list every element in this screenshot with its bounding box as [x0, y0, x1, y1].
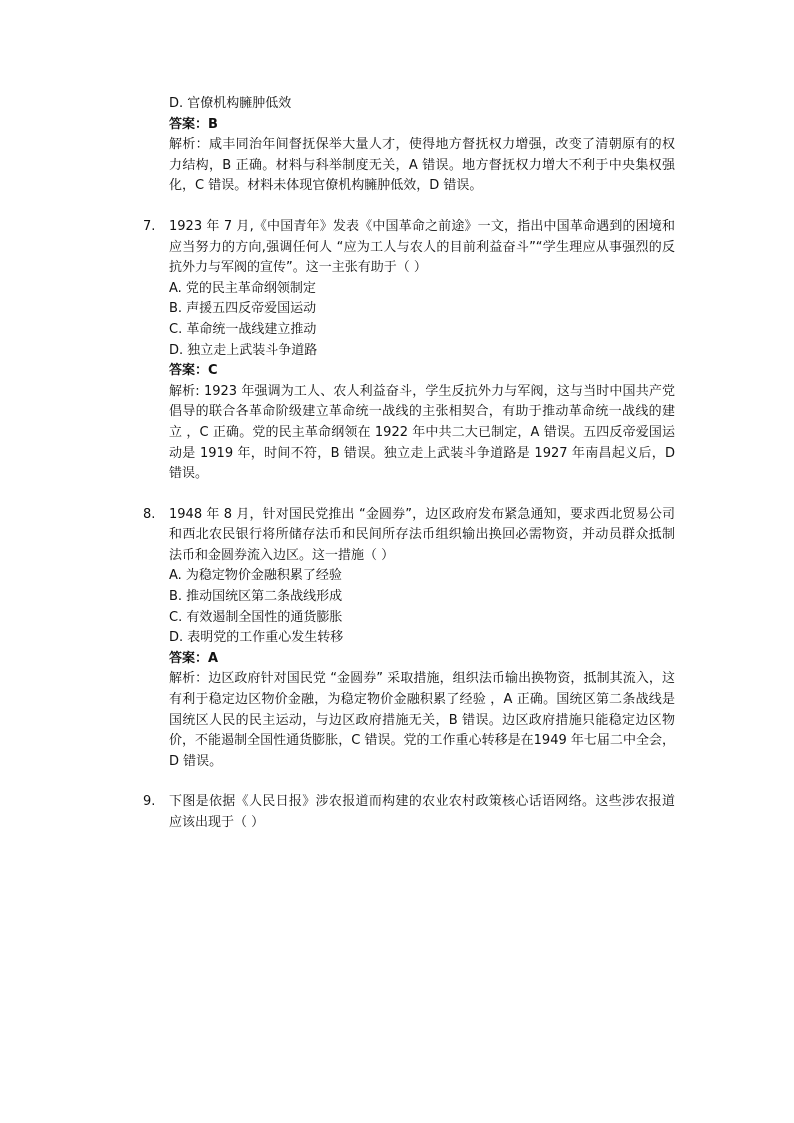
- question-9: [143, 792, 675, 833]
- option-c: C. 有效遏制全国性的通货膨胀: [169, 609, 343, 625]
- question-number: 8.: [143, 506, 156, 522]
- spacer: [169, 197, 675, 217]
- question-stem: 1948 年 8 月，针对国民党推出 “金圆券”，边区政府发布紧急通知，要求西北贸易公司和西北农民银行将所储存法币和民间所存法币组织输出换回必需物资，并动员群众抵制法币和金圆券流入边区。这一措施（ ）: [169, 506, 675, 563]
- option-a: A. 为稳定物价金融积累了经验: [169, 568, 342, 584]
- spacer: [169, 772, 675, 792]
- option-c: C. 革命统一战线建立推动: [169, 321, 317, 337]
- option-d: D. 官僚机构臃肿低效: [169, 96, 292, 111]
- analysis-text: 解析：咸丰同治年间督抚保举大量人才，使得地方督抚权力增强，改变了清朝原有的权力结构，B 正确。材料与科举制度无关，A 错误。地方督抚权力增大不利于中央集权强化，C 错误。材料未体现官僚机构臃肿低效，D 错误。: [169, 137, 675, 194]
- question-8: [143, 505, 675, 773]
- question-number: 9.: [143, 794, 156, 810]
- question-7: [143, 217, 675, 485]
- option-b: B. 推动国统区第二条战线形成: [169, 589, 343, 605]
- question-stem: 下图是依据《人民日报》涉农报道而构建的农业农村政策核心话语网络。这些涉农报道应该出现于（ ）: [169, 794, 675, 830]
- spacer: [169, 485, 675, 505]
- answer-label: 答案：A: [169, 650, 219, 666]
- analysis-text: 解析：边区政府针对国民党 “金圆券” 采取措施，组织法币输出换物资，抵制其流入，这有利于稳定边区物价金融，为稳定物价金融积累了经验 ，A 正确。国统区第二条战线是国统区人民的民主运动，与边区政府措施无关，B 错误。边区政府措施只能稳定边区物价，不能遏制全国性通货膨胀，C 错误。党的工作重心转移是在1949 年七届二中全会，D 错误。: [169, 671, 675, 769]
- option-d: D. 表明党的工作重心发生转移: [169, 630, 344, 646]
- question-number: 7.: [143, 218, 156, 234]
- analysis-text: 解析: 1923 年强调为工人、农人利益奋斗，学生反抗外力与军阀，这与当时中国共产党倡导的联合各革命阶级建立革命统一战线的主张相契合，有助于推动革命统一战线的建立 ，C 正确。党的民主革命纲领在 1922 年中共二大已制定，A 错误。五四反帝爱国运动是 1919 年，时间不符，B 错误。独立走上武装斗争道路是 1927 年南昌起义后，D 错误。: [169, 383, 675, 482]
- answer-label: 答案：B: [169, 116, 218, 132]
- option-a: A. 党的民主革命纲领制定: [169, 280, 316, 296]
- answer-label: 答案：C: [169, 363, 218, 379]
- page-content: [143, 94, 675, 834]
- option-d: D. 独立走上武装斗争道路: [169, 342, 318, 358]
- question-6-tail: [169, 94, 675, 197]
- question-stem: 1923 年 7 月,《中国青年》发表《中国革命之前途》一文，指出中国革命遇到的困境和应当努力的方向,强调任何人 “应为工人与农人的目前利益奋斗”“学生理应从事强烈的反抗外力与军阀的宣传”。这一主张有助于（ ）: [169, 218, 675, 276]
- option-b: B. 声援五四反帝爱国运动: [169, 301, 317, 317]
